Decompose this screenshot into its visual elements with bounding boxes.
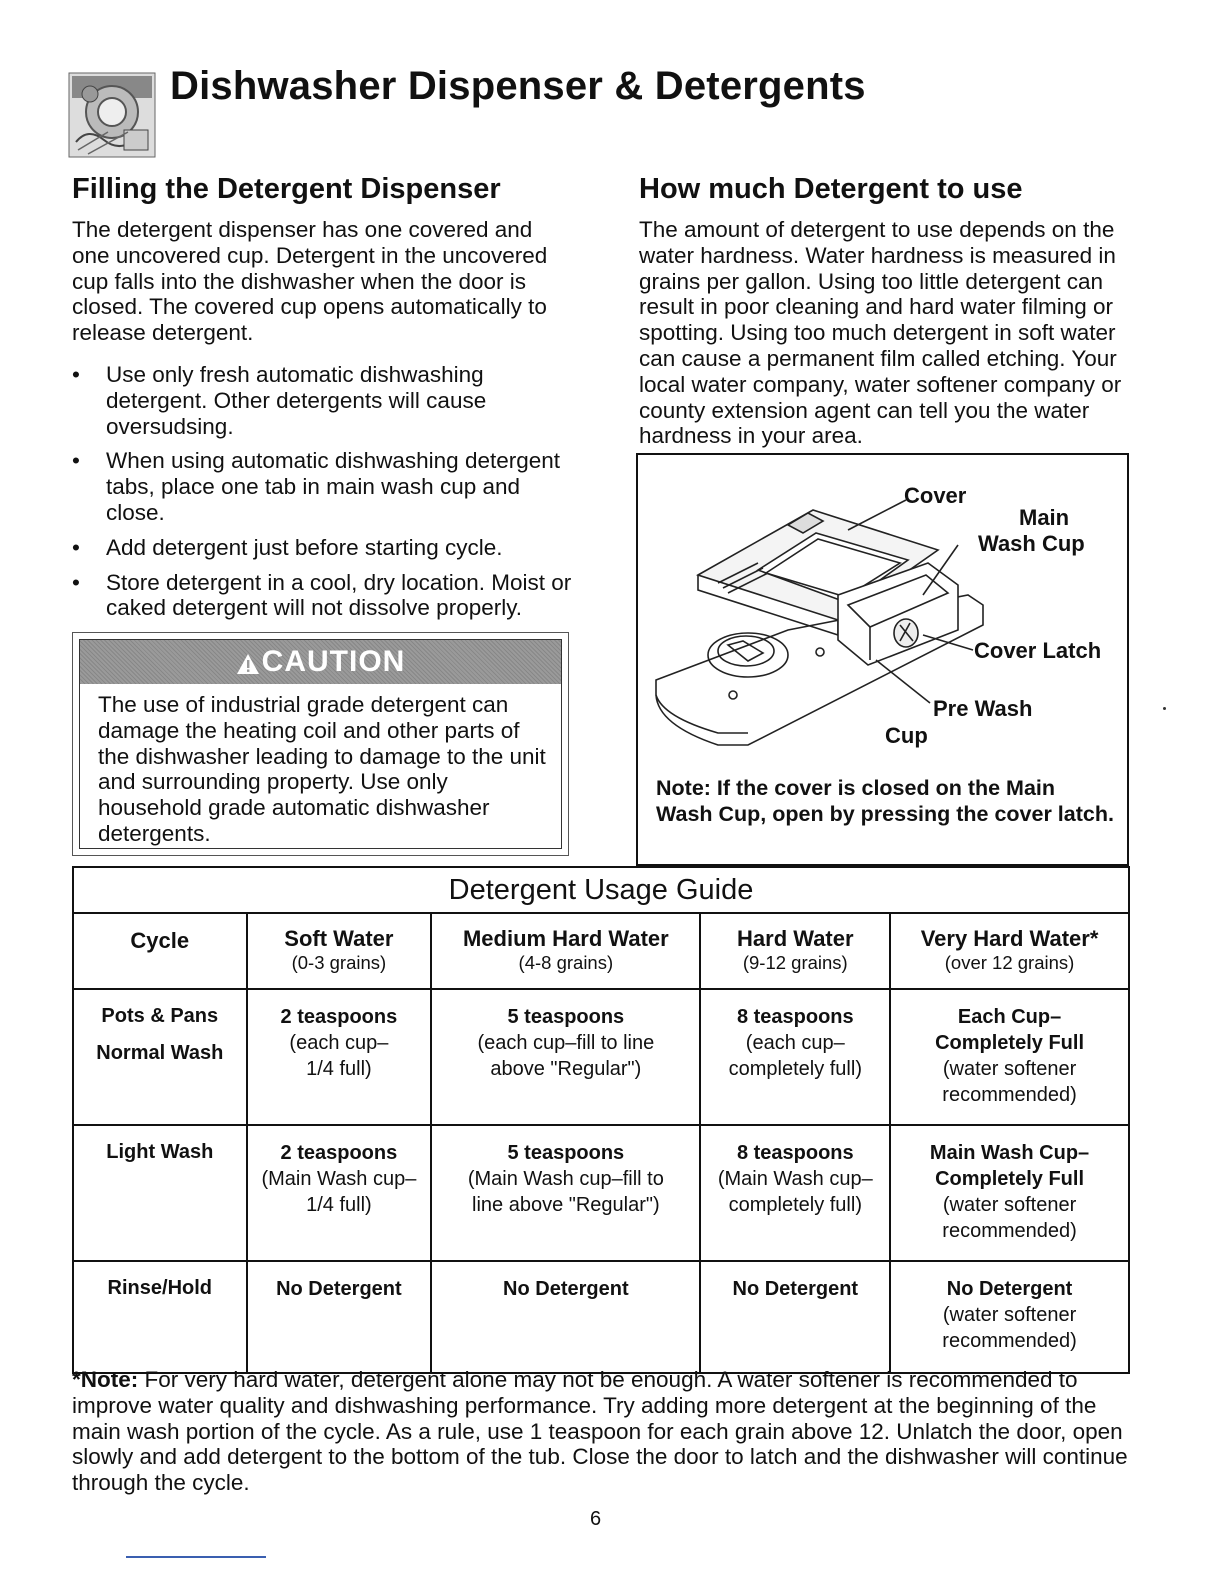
table-row	[73, 1125, 1129, 1261]
list-item	[72, 535, 572, 561]
table-row	[73, 989, 1129, 1125]
filling-intro: The detergent dispenser has one covered and one uncovered cup. Detergent in the uncovered cup falls into the dishwasher when the door is closed. The covered cup opens automatically to release detergent.	[72, 217, 548, 346]
table-title: Detergent Usage Guide	[73, 867, 1129, 913]
stray-dot	[1163, 707, 1166, 710]
table-cell-cycle: Pots & Pans Normal Wash	[73, 989, 247, 1125]
table-cell-cycle: Rinse/Hold	[73, 1261, 247, 1373]
caution-banner	[80, 640, 561, 684]
filling-bullet-list	[72, 362, 572, 630]
table-cell: No Detergent (water softener recommended)	[890, 1261, 1129, 1373]
bullet-icon: •	[72, 534, 80, 560]
caution-text: The use of industrial grade detergent can damage the heating coil and other parts of the dishwasher leading to damage to the unit and surrounding property. Use only household grade automatic dishwasher detergents.	[98, 692, 546, 846]
footnote	[72, 1367, 1132, 1496]
table-header-cell: Very Hard Water* (over 12 grains)	[890, 913, 1129, 989]
table-header-cell: Medium Hard Water (4-8 grains)	[431, 913, 700, 989]
table-header-cell: Cycle	[73, 913, 247, 989]
how-much-text: The amount of detergent to use depends on the water hardness. Water hardness is measured in grains per gallon. Using too little detergent can result in poor cleaning and hard water filming or spotting. Using too much detergent in soft water can cause a permanent film called etching. Your local water company, water softener company or county extension agent can tell you the water hardness in your area.	[639, 217, 1122, 449]
bullet-text: Add detergent just before starting cycle.	[106, 534, 503, 560]
dispenser-diagram-icon	[638, 455, 1127, 775]
cover-label: Cover	[904, 483, 967, 508]
warning-triangle-icon	[236, 653, 260, 680]
footnote-label: *Note:	[72, 1367, 139, 1392]
caution-frame	[79, 639, 562, 849]
page-number: 6	[590, 1508, 602, 1530]
bullet-text: Store detergent in a cool, dry location. Moist or caked detergent will not dissolve properly.	[106, 569, 572, 621]
dispenser-diagram-box	[636, 453, 1129, 866]
table-header-cell: Hard Water (9-12 grains)	[700, 913, 890, 989]
table-cell: No Detergent	[431, 1261, 700, 1373]
table-cell: 2 teaspoons (Main Wash cup– 1/4 full)	[247, 1125, 432, 1261]
list-item	[72, 448, 572, 525]
table-header-cell: Soft Water (0-3 grains)	[247, 913, 432, 989]
table-cell: Each Cup– Completely Full (water softener recommended)	[890, 989, 1129, 1125]
table-row	[73, 1261, 1129, 1373]
list-item	[72, 570, 572, 622]
list-item	[72, 362, 572, 439]
table-cell: No Detergent	[247, 1261, 432, 1373]
how-much-heading: How much Detergent to use	[639, 173, 1023, 205]
bullet-icon: •	[72, 569, 80, 595]
page-title: Dishwasher Dispenser & Detergents	[170, 64, 866, 108]
caution-box	[72, 632, 569, 856]
footnote-text: For very hard water, detergent alone may not be enough. A water softener is recommended to improve water quality and dishwashing performance. Try adding more detergent at the beginning of the main wash portion of the cycle. As a rule, use 1 teaspoon for each grain above 12. Unlatch the door, open slowly and add detergent to the bottom of the tub. Close the door to latch and the dishwasher will continue through the cycle.	[72, 1367, 1128, 1496]
table-cell-cycle: Light Wash	[73, 1125, 247, 1261]
table-cell: 8 teaspoons (each cup– completely full)	[700, 989, 890, 1125]
table-cell: 5 teaspoons (each cup–fill to line above "Regular")	[431, 989, 700, 1125]
pre-wash-label: Pre Wash	[933, 696, 1033, 721]
filling-heading: Filling the Detergent Dispenser	[72, 173, 501, 205]
dishwasher-dispenser-icon	[68, 72, 156, 158]
bullet-icon: •	[72, 362, 80, 387]
table-cell: Main Wash Cup– Completely Full (water softener recommended)	[890, 1125, 1129, 1261]
diagram-note: Note: If the cover is closed on the Main Wash Cup, open by pressing the cover latch.	[656, 776, 1114, 826]
bullet-text: Use only fresh automatic dishwashing detergent. Other detergents will cause oversudsing.	[106, 362, 487, 439]
detergent-usage-table	[72, 866, 1130, 1374]
main-wash-cup-label-2: Wash Cup	[978, 531, 1085, 556]
pre-wash-cup-label: Cup	[885, 723, 928, 748]
cover-latch-label: Cover Latch	[974, 638, 1102, 663]
table-cell: 2 teaspoons (each cup– 1/4 full)	[247, 989, 432, 1125]
table-cell: 5 teaspoons (Main Wash cup–fill to line above "Regular")	[431, 1125, 700, 1261]
bullet-text: When using automatic dishwashing detergent tabs, place one tab in main wash cup and close.	[106, 448, 561, 525]
table-cell: No Detergent	[700, 1261, 890, 1373]
table-cell: 8 teaspoons (Main Wash cup– completely full)	[700, 1125, 890, 1261]
bullet-icon: •	[72, 448, 80, 474]
divider	[126, 1556, 266, 1558]
caution-title: CAUTION	[261, 645, 406, 678]
main-wash-cup-label: Main	[1019, 505, 1070, 530]
